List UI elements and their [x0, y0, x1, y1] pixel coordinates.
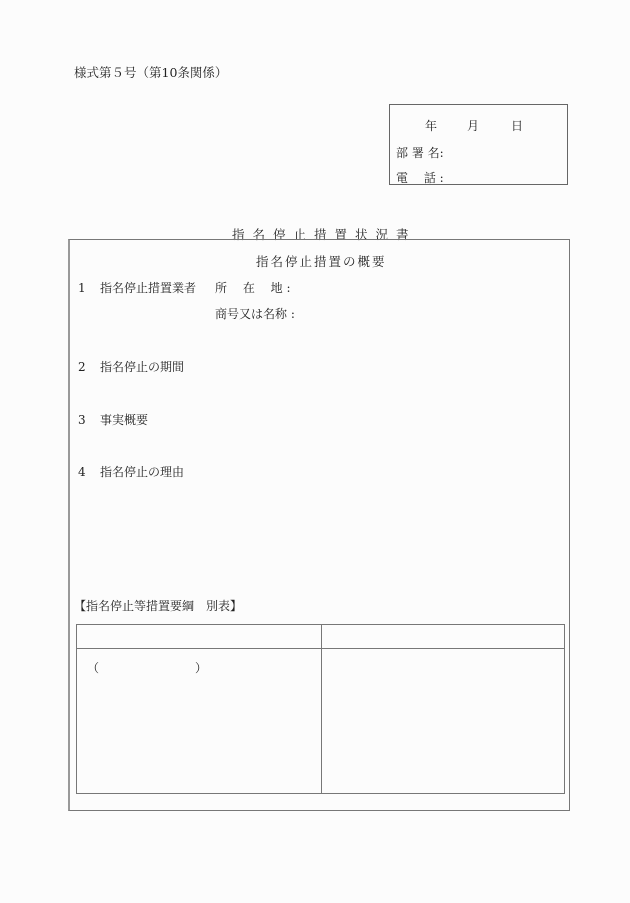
address-label: 所 在 地 :	[215, 281, 291, 295]
year-label: 年	[425, 119, 438, 133]
item-2	[78, 358, 184, 375]
day-label: 日	[511, 119, 524, 133]
appendix-table	[76, 624, 565, 794]
department-label: 部 署 名:	[396, 146, 444, 160]
month-label: 月	[467, 119, 480, 133]
company-name-label: 商号又は名称 :	[215, 307, 295, 321]
item-4	[78, 463, 184, 480]
table-divider	[77, 648, 564, 649]
form-number: 様式第５号（第10条関係）	[74, 65, 228, 80]
item-label: 指名停止の期間	[100, 360, 185, 374]
item-3	[78, 411, 148, 428]
table-divider	[321, 625, 322, 793]
item-label: 事実概要	[100, 413, 149, 427]
item-label: 指名停止措置業者	[100, 281, 197, 295]
section-subtitle: 指名停止措置の概要	[256, 254, 387, 269]
item-number: 1	[78, 281, 86, 295]
table-caption: 【指名停止等措置要綱 別表】	[74, 599, 243, 613]
item-label: 指名停止の理由	[100, 465, 185, 479]
item-number: 4	[78, 465, 86, 479]
item-1	[78, 279, 196, 296]
item-number: 3	[78, 413, 86, 427]
item-number: 2	[78, 360, 86, 374]
paren-close: ）	[195, 661, 208, 675]
phone-label: 電 話 :	[396, 171, 444, 185]
paren-open: （	[87, 661, 100, 675]
date-box	[389, 104, 568, 185]
document-title: 指名停止措置状況書	[232, 227, 417, 242]
main-form-box	[68, 239, 570, 811]
